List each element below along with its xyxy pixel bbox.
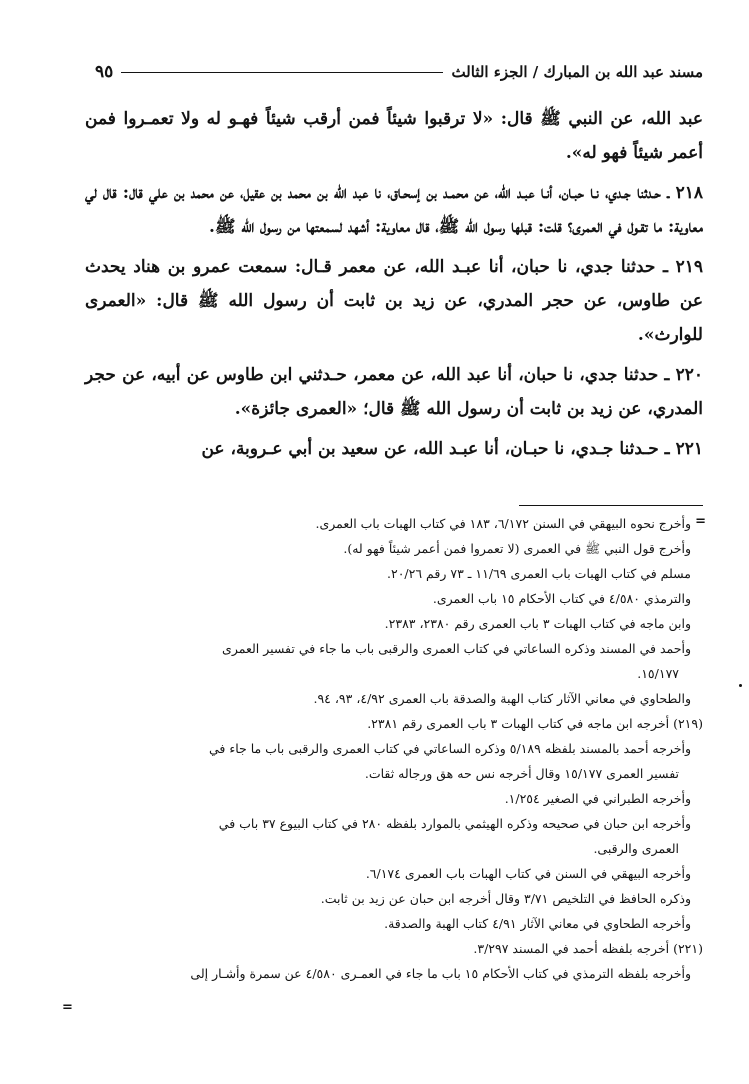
footnote-line: تفسير العمرى ١٥/١٧٧ وقال أخرجه نس حه هق ورجاله ثقات.: [364, 766, 679, 781]
hadith-220: ٢٢٠ ـ حدثنا جدي، نا حبان، أنا عبد الله، عن معمر، حـدثني ابن طاوس عن أبيه، عن حجر المدري، عن زيد بن ثابت أن رسول الله ﷺ قال؛ «العمرى جائزة».: [85, 365, 703, 419]
footnote-221: (٢٢١) أخرجه بلفظه أحمد في المسند ٣/٢٩٧.: [473, 941, 703, 956]
footnote-line: والطحاوي في معاني الآثار كتاب الهبة والصدقة باب العمرى ٤/٩٢، ٩٣، ٩٤.: [313, 691, 691, 706]
footnote-line: وأخرج قول النبي ﷺ في العمرى (لا تعمروا فمن أعمر شيئاً فهو له).: [343, 541, 691, 556]
footnote-line: وأخرجه ابن حبان في صحيحه وذكره الهيثمي بالموارد بلفظه ٢٨٠ في كتاب البيوع ٣٧ باب في: [218, 816, 691, 831]
page-number: ٩٥: [95, 62, 114, 82]
running-header: [95, 54, 703, 90]
continuation-mark-top: =: [695, 514, 706, 529]
footnote-line: العمرى والرقبى.: [593, 841, 679, 856]
footnote-line: وأخرجه الطبراني في الصغير ١/٢٥٤.: [504, 791, 691, 806]
footnote-separator: [519, 505, 703, 506]
margin-dot: [739, 684, 742, 687]
paragraph-continuation: عبد الله، عن النبي ﷺ قال: «لا ترقبوا شيئاً فمن أرقب شيئاً فهـو له ولا تعمـروا فمن أعمر شيئاً فهو له».: [85, 109, 703, 163]
footnote-line: وأخرج نحوه البيهقي في السنن ٦/١٧٢، ١٨٣ في كتاب الهبات باب العمرى.: [315, 516, 691, 531]
hadith-221: ٢٢١ ـ حـدثنا جـدي، نا حبـان، أنا عبـد الله، عن سعيد بن أبي عـروبة، عن: [201, 439, 703, 459]
footnotes: [86, 511, 703, 986]
footnote-line: وأخرجه بلفظه الترمذي في كتاب الأحكام ١٥ باب ما جاء في العمـرى ٤/٥٨٠ عن سمرة وأشـار إلى: [190, 966, 691, 981]
footnote-line: ١٥/١٧٧.: [637, 666, 679, 681]
header-title: مسند عبد الله بن المبارك / الجزء الثالث: [451, 63, 703, 81]
footnote-line: مسلم في كتاب الهبات باب العمرى ١١/٦٩ ـ ٧٣ رقم ٢٠/٢٦.: [387, 566, 691, 581]
hadith-218: ٢١٨ ـ حـدثنا جـدي، نـا حبـان، أنـا عبـد الله، عن محمـد بن إسحـاق، نا عبد الله بن محمد بن عقيل، عن محمد بن علي قال: قال لي معاوية: ما تقـول في العمرى؟ قلت: قبلها رسول الله ﷺ، قال معاوية: أشهد لسمعتها من رسول الله ﷺ.: [85, 183, 703, 237]
footnote-line: وأحمد في المسند وذكره الساعاتي في كتاب العمرى والرقبى باب ما جاء في تفسير العمرى: [222, 641, 691, 656]
footnote-line: وذكره الحافظ في التلخيص ٣/٧١ وقال أخرجه ابن حبان عن زيد بن ثابت.: [320, 891, 691, 906]
footnote-line: وأخرجه البيهقي في السنن في كتاب الهبات باب العمرى ٦/١٧٤.: [365, 866, 691, 881]
footnote-line: وأخرجه الطحاوي في معاني الآثار ٤/٩١ كتاب الهبة والصدقة.: [384, 916, 691, 931]
footnote-line: وابن ماجه في كتاب الهبات ٣ باب العمرى رقم ٢٣٨٠، ٢٣٨٣.: [384, 616, 691, 631]
footnote-line: والترمذي ٤/٥٨٠ في كتاب الأحكام ١٥ باب العمرى.: [432, 591, 691, 606]
main-text: [85, 102, 703, 472]
footnote-line: وأخرجه أحمد بالمسند بلفظه ٥/١٨٩ وذكره الساعاتي في كتاب العمرى والرقبى باب ما جاء في: [208, 741, 691, 756]
header-rule: [121, 72, 443, 73]
footnote-219: (٢١٩) أخرجه ابن ماجه في كتاب الهبات ٣ باب العمرى رقم ٢٣٨١.: [367, 716, 703, 731]
hadith-219: ٢١٩ ـ حدثنا جدي، نا حبان، أنا عبـد الله، عن معمر قـال: سمعت عمرو بن هناد يحدث عن طاوس، عن حجر المدري، عن زيد بن ثابت أن رسول الله ﷺ قال: «العمرى للوارث».: [85, 257, 703, 345]
continuation-mark-bottom: =: [62, 1000, 73, 1015]
